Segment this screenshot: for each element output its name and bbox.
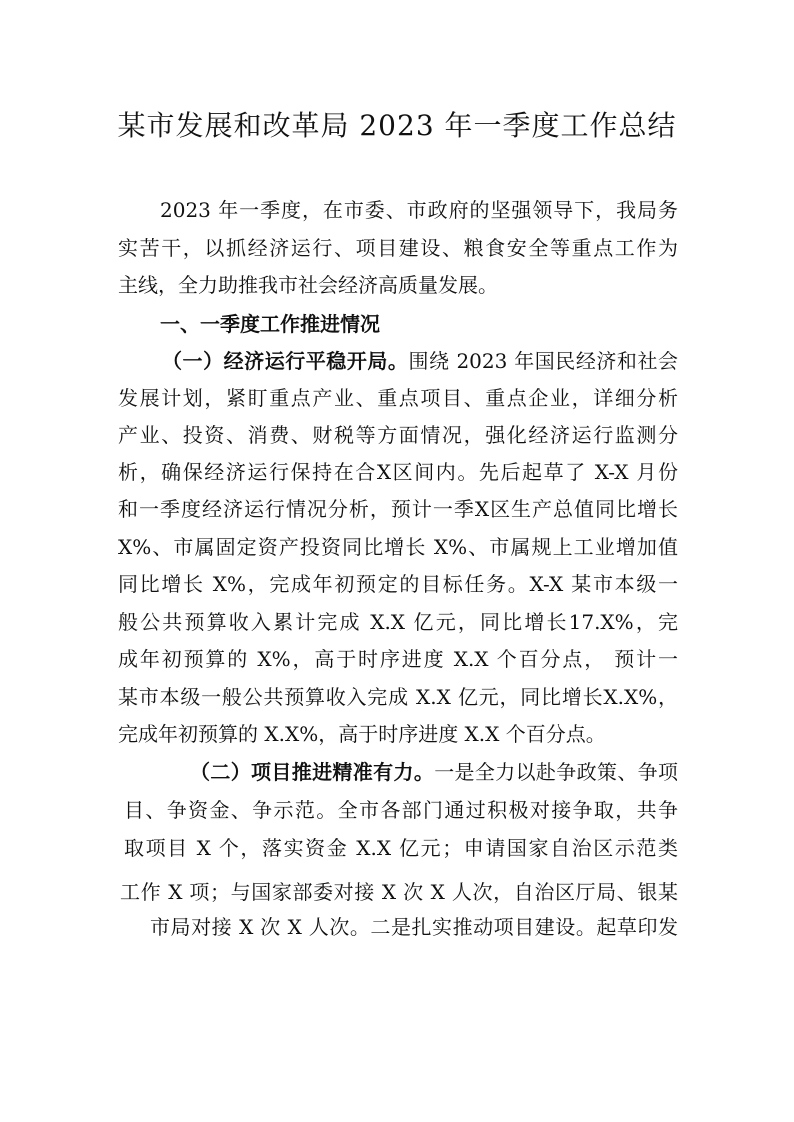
- sub1-line: 产业、投资、消费、财税等方面情况，强化经济运行监测分: [118, 423, 678, 447]
- intro-line-2: 实苦干，以抓经济运行、项目建设、粮食安全等重点工作为: [118, 236, 678, 260]
- sub2-first-line: [190, 758, 678, 786]
- sub1-line: 成年初预算的 X%，高于时序进度 X.X 个百分点， 预计一: [118, 647, 678, 671]
- section-heading-1: 一、一季度工作推进情况: [160, 312, 380, 336]
- sub2-line: 目、争资金、争示范。全市各部门通过积极对接争取，共争: [124, 798, 678, 822]
- sub1-line: 般公共预算收入累计完成 X.X 亿元，同比增长17.X%，完: [118, 610, 678, 634]
- sub2-line: 取项目 X 个，落实资金 X.X 亿元；申请国家自治区示范类: [124, 836, 678, 860]
- sub1-first-line: [162, 347, 678, 375]
- sub1-line: 完成年初预算的 X.X%，高于时序进度 X.X 个百分点。: [118, 722, 606, 746]
- sub2-first-line-text: 一是全力以赴争政策、争项: [434, 760, 679, 784]
- sub1-first-line-text: 围绕 2023 年国民经济和社会: [408, 349, 679, 373]
- sub2-line: 市局对接 X 次 X 人次。二是扎实推动项目建设。起草印发: [150, 915, 678, 939]
- sub1-lead: （一）经济运行平稳开局。: [162, 349, 409, 373]
- sub2-line: 工作 X 项；与国家部委对接 X 次 X 人次，自治区厅局、银某: [120, 880, 678, 904]
- sub1-line: 析，确保经济运行保持在合X区间内。先后起草了 X-X 月份: [118, 460, 678, 484]
- document-title: 某市发展和改革局 2023 年一季度工作总结: [117, 109, 677, 142]
- sub1-line: 和一季度经济运行情况分析，预计一季X区生产总值同比增长: [118, 497, 678, 521]
- sub1-line: 某市本级一般公共预算收入完成 X.X 亿元，同比增长X.X%，: [118, 685, 678, 709]
- intro-line-3: 主线，全力助推我市社会经济高质量发展。: [118, 273, 498, 297]
- sub1-line: 同比增长 X%，完成年初预定的目标任务。X-X 某市本级一: [118, 572, 678, 596]
- sub2-lead: （二）项目推进精准有力。: [190, 760, 435, 784]
- sub1-line: 发展计划，紧盯重点产业、重点项目、重点企业，详细分析: [118, 386, 678, 410]
- intro-line-1: 2023 年一季度，在市委、市政府的坚强领导下，我局务: [160, 198, 678, 222]
- sub1-line: X%、市属固定资产投资同比增长 X%、市属规上工业增加值: [118, 535, 678, 559]
